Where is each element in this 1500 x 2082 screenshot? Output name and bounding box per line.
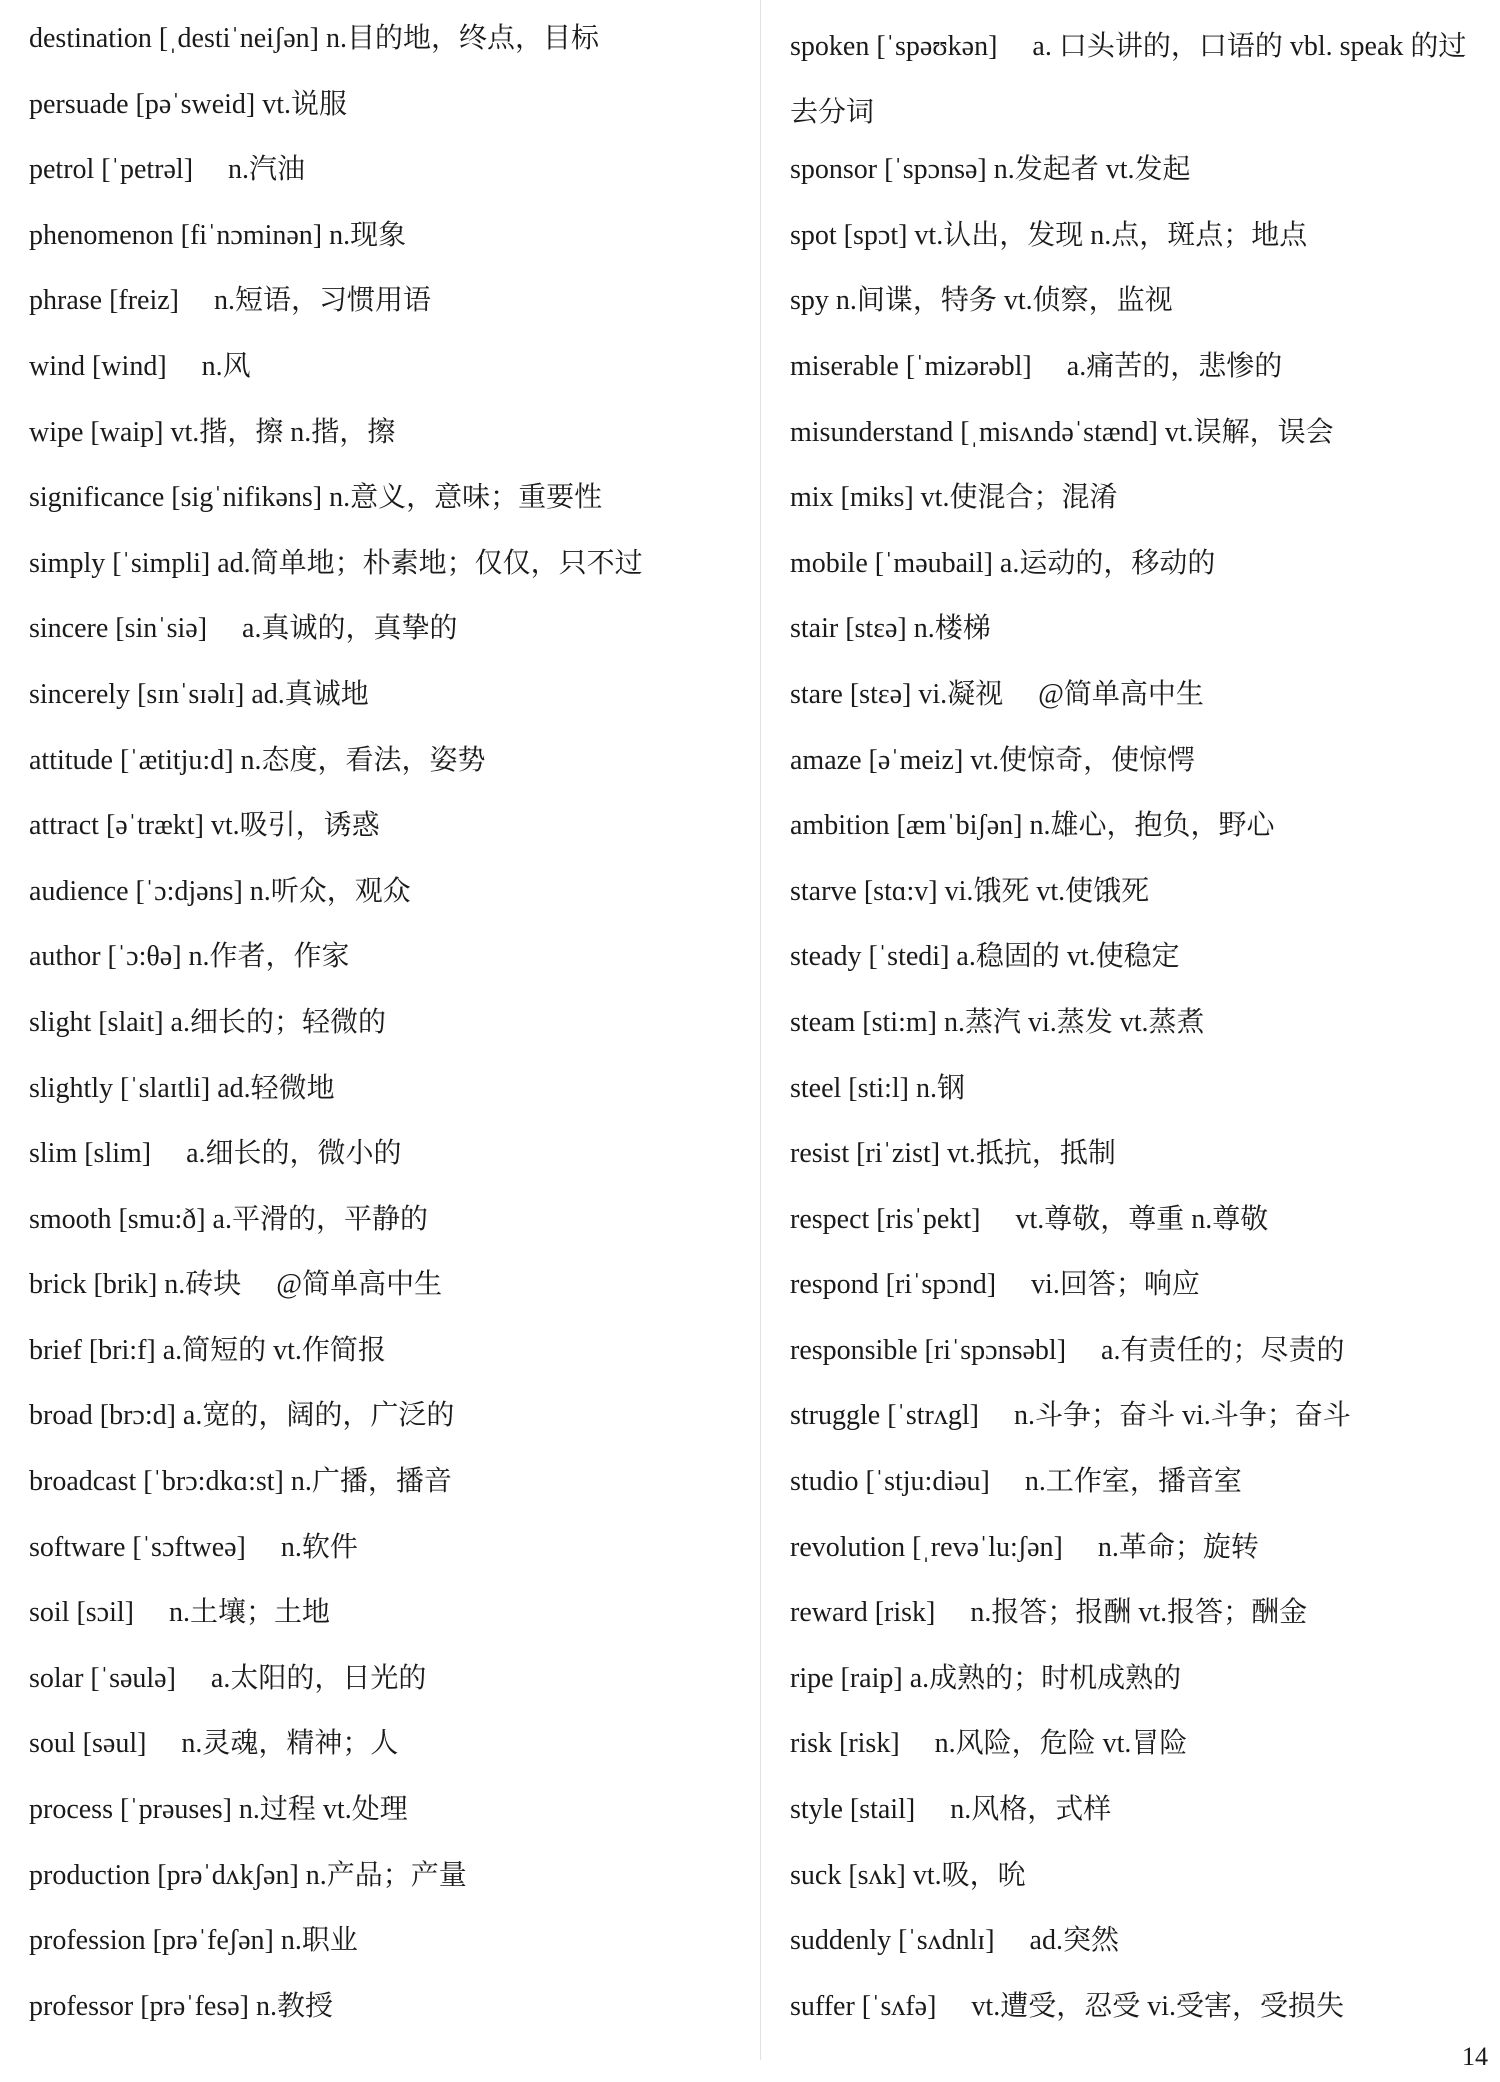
- word-entry: wind [wind] n.风: [29, 350, 251, 382]
- word-entry: amaze [əˈmeiz] vt.使惊奇，使惊愕: [790, 744, 1196, 776]
- word-entry: smooth [smu:ð] a.平滑的，平静的: [29, 1203, 428, 1235]
- word-entry: spy n.间谍，特务 vt.侦察，监视: [790, 285, 1173, 317]
- word-entry: brick [brik] n.砖块 @简单高中生: [29, 1269, 443, 1301]
- word-entry: attitude [ˈætitju:d] n.态度，看法，姿势: [29, 744, 486, 776]
- word-entry: ripe [raip] a.成熟的；时机成熟的: [790, 1662, 1182, 1694]
- word-entry: phenomenon [fiˈnɔminən] n.现象: [29, 219, 407, 251]
- word-entry: suddenly [ˈsʌdnlɪ] ad.突然: [790, 1925, 1119, 1957]
- word-entry: destination [ˌdestiˈneiʃən] n.目的地，终点，目标: [29, 23, 600, 54]
- word-entry: soil [sɔil] n.土壤；土地: [29, 1597, 330, 1629]
- word-entry: stair [stɛə] n.楼梯: [790, 613, 991, 645]
- word-entry: significance [sigˈnifikəns] n.意义，意味；重要性: [29, 482, 603, 514]
- word-entry: responsible [riˈspɔnsəbl] a.有责任的；尽责的: [790, 1334, 1345, 1366]
- page-number: 14: [1462, 2042, 1488, 2071]
- word-entry: slim [slim] a.细长的，微小的: [29, 1138, 402, 1170]
- word-entry: sincere [sinˈsiə] a.真诚的，真挚的: [29, 613, 458, 645]
- word-entry: mobile [ˈməubail] a.运动的，移动的: [790, 547, 1216, 579]
- word-entry: mix [miks] vt.使混合；混淆: [790, 482, 1118, 514]
- word-entry: software [ˈsɔftweə] n.软件: [29, 1531, 358, 1563]
- word-entry: suck [sʌk] vt.吸，吮: [790, 1859, 1026, 1891]
- word-entry: risk [risk] n.风险，危险 vt.冒险: [790, 1728, 1188, 1760]
- word-entry: spot [spɔt] vt.认出，发现 n.点，斑点；地点: [790, 219, 1308, 251]
- word-entry: slight [slait] a.细长的；轻微的: [29, 1006, 386, 1038]
- word-entry: steady [ˈstedi] a.稳固的 vt.使稳定: [790, 941, 1180, 973]
- word-entry: simply [ˈsimpli] ad.简单地；朴素地；仅仅，只不过: [29, 547, 643, 579]
- word-entry: misunderstand [ˌmisʌndəˈstænd] vt.误解，误会: [790, 416, 1334, 448]
- word-entry: broadcast [ˈbrɔ:dkɑ:st] n.广播，播音: [29, 1466, 452, 1498]
- column-divider: [760, 0, 761, 2060]
- left-word-column: [29, 14, 749, 2047]
- word-entry: starve [stɑ:v] vi.饿死 vt.使饿死: [790, 875, 1150, 907]
- word-entry: soul [səul] n.灵魂，精神；人: [29, 1728, 399, 1760]
- word-entry: ambition [æmˈbiʃən] n.雄心，抱负，野心: [790, 810, 1275, 842]
- word-entry: wipe [waip] vt.揩，擦 n.揩，擦: [29, 416, 396, 448]
- word-entry: slightly [ˈslaɪtli] ad.轻微地: [29, 1072, 335, 1104]
- word-entry: audience [ˈɔ:djəns] n.听众，观众: [29, 875, 411, 907]
- word-entry: persuade [pəˈsweid] vt.说服: [29, 88, 348, 120]
- word-entry: brief [bri:f] a.简短的 vt.作简报: [29, 1334, 386, 1366]
- word-entry: broad [brɔ:d] a.宽的，阔的，广泛的: [29, 1400, 455, 1432]
- word-entry: phrase [freiz] n.短语，习惯用语: [29, 285, 432, 317]
- word-entry: studio [ˈstju:diəu] n.工作室，播音室: [790, 1466, 1242, 1498]
- word-entry: suffer [ˈsʌfə] vt.遭受，忍受 vi.受害，受损失: [790, 1990, 1344, 2022]
- word-entry: resist [riˈzist] vt.抵抗，抵制: [790, 1138, 1116, 1170]
- right-word-column: [790, 14, 1490, 2047]
- word-entry: professor [prəˈfesə] n.教授: [29, 1990, 333, 2022]
- word-entry: respect [risˈpekt] vt.尊敬，尊重 n.尊敬: [790, 1203, 1269, 1235]
- word-entry: solar [ˈsəulə] a.太阳的，日光的: [29, 1662, 427, 1694]
- word-entry: stare [stɛə] vi.凝视 @简单高中生: [790, 678, 1204, 710]
- word-entry: revolution [ˌrevəˈlu:ʃən] n.革命；旋转: [790, 1531, 1259, 1563]
- word-entry: struggle [ˈstrʌgl] n.斗争；奋斗 vi.斗争；奋斗: [790, 1400, 1351, 1432]
- word-entry: attract [əˈtrækt] vt.吸引，诱惑: [29, 810, 380, 842]
- word-entry: sincerely [sɪnˈsɪəlɪ] ad.真诚地: [29, 678, 369, 710]
- word-entry: sponsor [ˈspɔnsə] n.发起者 vt.发起: [790, 154, 1191, 186]
- word-entry: reward [risk] n.报答；报酬 vt.报答；酬金: [790, 1597, 1308, 1629]
- word-entry: spoken [ˈspəʊkən] a. 口头讲的，口语的 vbl. speak 的过去分词: [790, 31, 1467, 128]
- word-entry: style [stail] n.风格，式样: [790, 1794, 1112, 1826]
- word-entry: steam [sti:m] n.蒸汽 vi.蒸发 vt.蒸煮: [790, 1006, 1205, 1038]
- word-entry: petrol [ˈpetrəl] n.汽油: [29, 154, 306, 186]
- word-entry: process [ˈprəuses] n.过程 vt.处理: [29, 1794, 408, 1826]
- word-entry: miserable [ˈmizərəbl] a.痛苦的，悲惨的: [790, 350, 1283, 382]
- word-entry: author [ˈɔ:θə] n.作者，作家: [29, 941, 350, 973]
- word-entry: production [prəˈdʌkʃən] n.产品；产量: [29, 1859, 467, 1891]
- word-entry: respond [riˈspɔnd] vi.回答；响应: [790, 1269, 1200, 1301]
- word-entry: profession [prəˈfeʃən] n.职业: [29, 1925, 358, 1957]
- word-entry: steel [sti:l] n.钢: [790, 1072, 965, 1104]
